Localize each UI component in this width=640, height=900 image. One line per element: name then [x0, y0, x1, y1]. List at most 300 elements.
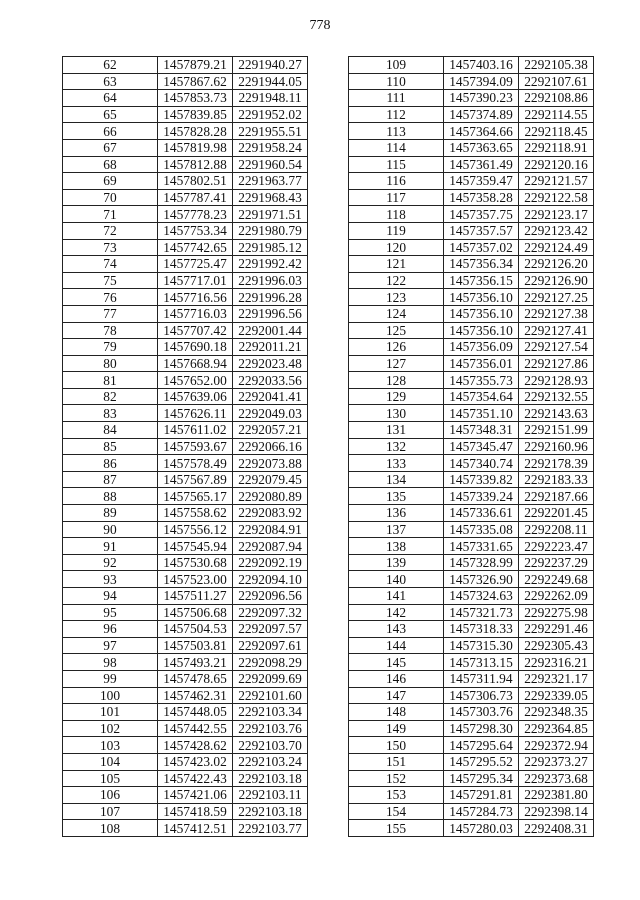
point-number-cell: 94 [63, 588, 158, 605]
x-coordinate-cell: 1457742.65 [158, 239, 233, 256]
point-number-cell: 103 [63, 737, 158, 754]
x-coordinate-cell: 1457351.10 [444, 405, 519, 422]
table-row [349, 621, 594, 638]
y-coordinate-cell: 2291971.51 [233, 206, 308, 223]
x-coordinate-cell: 1457306.73 [444, 687, 519, 704]
y-coordinate-cell: 2292408.31 [519, 820, 594, 837]
point-number-cell: 101 [63, 704, 158, 721]
point-number-cell: 120 [349, 239, 444, 256]
point-number-cell: 114 [349, 139, 444, 156]
x-coordinate-cell: 1457359.47 [444, 173, 519, 190]
y-coordinate-cell: 2292178.39 [519, 455, 594, 472]
y-coordinate-cell: 2292011.21 [233, 339, 308, 356]
point-number-cell: 115 [349, 156, 444, 173]
x-coordinate-cell: 1457428.62 [158, 737, 233, 754]
x-coordinate-cell: 1457504.53 [158, 621, 233, 638]
point-number-cell: 139 [349, 554, 444, 571]
point-number-cell: 133 [349, 455, 444, 472]
y-coordinate-cell: 2292098.29 [233, 654, 308, 671]
table-row [63, 305, 308, 322]
y-coordinate-cell: 2292127.54 [519, 339, 594, 356]
x-coordinate-cell: 1457812.88 [158, 156, 233, 173]
point-number-cell: 88 [63, 488, 158, 505]
x-coordinate-cell: 1457828.28 [158, 123, 233, 140]
y-coordinate-cell: 2292364.85 [519, 720, 594, 737]
y-coordinate-cell: 2291980.79 [233, 222, 308, 239]
point-number-cell: 69 [63, 173, 158, 190]
x-coordinate-cell: 1457356.01 [444, 355, 519, 372]
point-number-cell: 112 [349, 106, 444, 123]
y-coordinate-cell: 2292087.94 [233, 538, 308, 555]
table-row [63, 405, 308, 422]
x-coordinate-cell: 1457364.66 [444, 123, 519, 140]
y-coordinate-cell: 2292373.27 [519, 753, 594, 770]
table-row [349, 521, 594, 538]
y-coordinate-cell: 2292143.63 [519, 405, 594, 422]
y-coordinate-cell: 2292103.70 [233, 737, 308, 754]
x-coordinate-cell: 1457448.05 [158, 704, 233, 721]
table-row [63, 621, 308, 638]
point-number-cell: 63 [63, 73, 158, 90]
point-number-cell: 155 [349, 820, 444, 837]
table-row [349, 604, 594, 621]
table-row [349, 455, 594, 472]
y-coordinate-cell: 2292103.11 [233, 787, 308, 804]
y-coordinate-cell: 2292126.20 [519, 256, 594, 273]
x-coordinate-cell: 1457357.02 [444, 239, 519, 256]
y-coordinate-cell: 2292080.89 [233, 488, 308, 505]
point-number-cell: 68 [63, 156, 158, 173]
y-coordinate-cell: 2292073.88 [233, 455, 308, 472]
table-row [349, 538, 594, 555]
point-number-cell: 151 [349, 753, 444, 770]
point-number-cell: 131 [349, 422, 444, 439]
page-number: 778 [309, 18, 331, 33]
x-coordinate-cell: 1457652.00 [158, 372, 233, 389]
table-row [63, 488, 308, 505]
table-row [63, 206, 308, 223]
y-coordinate-cell: 2291996.03 [233, 272, 308, 289]
x-coordinate-cell: 1457357.75 [444, 206, 519, 223]
y-coordinate-cell: 2292262.09 [519, 588, 594, 605]
x-coordinate-cell: 1457423.02 [158, 753, 233, 770]
point-number-cell: 122 [349, 272, 444, 289]
point-number-cell: 137 [349, 521, 444, 538]
y-coordinate-cell: 2292127.41 [519, 322, 594, 339]
x-coordinate-cell: 1457839.85 [158, 106, 233, 123]
table-row [349, 90, 594, 107]
table-row [349, 57, 594, 74]
table-row [349, 720, 594, 737]
x-coordinate-cell: 1457802.51 [158, 173, 233, 190]
point-number-cell: 79 [63, 339, 158, 356]
y-coordinate-cell: 2292083.92 [233, 505, 308, 522]
x-coordinate-cell: 1457716.56 [158, 289, 233, 306]
table-row [63, 156, 308, 173]
x-coordinate-cell: 1457867.62 [158, 73, 233, 90]
x-coordinate-cell: 1457318.33 [444, 621, 519, 638]
x-coordinate-cell: 1457348.31 [444, 422, 519, 439]
y-coordinate-cell: 2292373.68 [519, 770, 594, 787]
y-coordinate-cell: 2292118.45 [519, 123, 594, 140]
y-coordinate-cell: 2292023.48 [233, 355, 308, 372]
x-coordinate-cell: 1457324.63 [444, 588, 519, 605]
table-row [349, 820, 594, 837]
coordinates-table-left [62, 56, 308, 837]
y-coordinate-cell: 2292118.91 [519, 139, 594, 156]
x-coordinate-cell: 1457493.21 [158, 654, 233, 671]
y-coordinate-cell: 2292114.55 [519, 106, 594, 123]
y-coordinate-cell: 2291940.27 [233, 57, 308, 74]
table-row [63, 753, 308, 770]
point-number-cell: 76 [63, 289, 158, 306]
coordinates-table-right [348, 56, 594, 837]
y-coordinate-cell: 2292097.61 [233, 637, 308, 654]
table-row [349, 770, 594, 787]
table-row [63, 90, 308, 107]
point-number-cell: 126 [349, 339, 444, 356]
table-row [349, 355, 594, 372]
x-coordinate-cell: 1457284.73 [444, 803, 519, 820]
y-coordinate-cell: 2292094.10 [233, 571, 308, 588]
point-number-cell: 90 [63, 521, 158, 538]
table-row [349, 123, 594, 140]
x-coordinate-cell: 1457335.08 [444, 521, 519, 538]
point-number-cell: 73 [63, 239, 158, 256]
x-coordinate-cell: 1457506.68 [158, 604, 233, 621]
x-coordinate-cell: 1457523.00 [158, 571, 233, 588]
y-coordinate-cell: 2292372.94 [519, 737, 594, 754]
point-number-cell: 78 [63, 322, 158, 339]
point-number-cell: 84 [63, 422, 158, 439]
y-coordinate-cell: 2292049.03 [233, 405, 308, 422]
table-row [349, 222, 594, 239]
y-coordinate-cell: 2292208.11 [519, 521, 594, 538]
x-coordinate-cell: 1457478.65 [158, 670, 233, 687]
y-coordinate-cell: 2292183.33 [519, 471, 594, 488]
point-number-cell: 70 [63, 189, 158, 206]
y-coordinate-cell: 2292103.34 [233, 704, 308, 721]
point-number-cell: 121 [349, 256, 444, 273]
table-row [63, 322, 308, 339]
table-row [63, 422, 308, 439]
y-coordinate-cell: 2292381.80 [519, 787, 594, 804]
point-number-cell: 106 [63, 787, 158, 804]
x-coordinate-cell: 1457511.27 [158, 588, 233, 605]
y-coordinate-cell: 2292160.96 [519, 438, 594, 455]
point-number-cell: 108 [63, 820, 158, 837]
point-number-cell: 77 [63, 305, 158, 322]
y-coordinate-cell: 2292201.45 [519, 505, 594, 522]
y-coordinate-cell: 2292127.25 [519, 289, 594, 306]
table-row [63, 687, 308, 704]
table-row [349, 704, 594, 721]
table-row [349, 156, 594, 173]
x-coordinate-cell: 1457442.55 [158, 720, 233, 737]
table-row [349, 737, 594, 754]
x-coordinate-cell: 1457725.47 [158, 256, 233, 273]
x-coordinate-cell: 1457331.65 [444, 538, 519, 555]
y-coordinate-cell: 2291958.24 [233, 139, 308, 156]
table-row [63, 538, 308, 555]
y-coordinate-cell: 2292121.57 [519, 173, 594, 190]
y-coordinate-cell: 2291996.56 [233, 305, 308, 322]
table-row [63, 438, 308, 455]
point-number-cell: 124 [349, 305, 444, 322]
y-coordinate-cell: 2292127.38 [519, 305, 594, 322]
table-row [349, 372, 594, 389]
point-number-cell: 82 [63, 388, 158, 405]
point-number-cell: 154 [349, 803, 444, 820]
x-coordinate-cell: 1457418.59 [158, 803, 233, 820]
point-number-cell: 83 [63, 405, 158, 422]
x-coordinate-cell: 1457291.81 [444, 787, 519, 804]
table-row [63, 637, 308, 654]
table-row [349, 322, 594, 339]
table-row [349, 488, 594, 505]
x-coordinate-cell: 1457639.06 [158, 388, 233, 405]
x-coordinate-cell: 1457357.57 [444, 222, 519, 239]
x-coordinate-cell: 1457326.90 [444, 571, 519, 588]
table-row [63, 189, 308, 206]
x-coordinate-cell: 1457558.62 [158, 505, 233, 522]
y-coordinate-cell: 2292275.98 [519, 604, 594, 621]
point-number-cell: 128 [349, 372, 444, 389]
table-row [349, 189, 594, 206]
x-coordinate-cell: 1457716.03 [158, 305, 233, 322]
point-number-cell: 89 [63, 505, 158, 522]
point-number-cell: 148 [349, 704, 444, 721]
table-row [349, 339, 594, 356]
y-coordinate-cell: 2292033.56 [233, 372, 308, 389]
point-number-cell: 92 [63, 554, 158, 571]
y-coordinate-cell: 2292132.55 [519, 388, 594, 405]
y-coordinate-cell: 2291968.43 [233, 189, 308, 206]
point-number-cell: 81 [63, 372, 158, 389]
y-coordinate-cell: 2292041.41 [233, 388, 308, 405]
table-row [349, 471, 594, 488]
y-coordinate-cell: 2291963.77 [233, 173, 308, 190]
y-coordinate-cell: 2292001.44 [233, 322, 308, 339]
point-number-cell: 104 [63, 753, 158, 770]
point-number-cell: 100 [63, 687, 158, 704]
y-coordinate-cell: 2291952.02 [233, 106, 308, 123]
x-coordinate-cell: 1457530.68 [158, 554, 233, 571]
table-row [63, 720, 308, 737]
y-coordinate-cell: 2292101.60 [233, 687, 308, 704]
y-coordinate-cell: 2292103.18 [233, 770, 308, 787]
point-number-cell: 98 [63, 654, 158, 671]
point-number-cell: 117 [349, 189, 444, 206]
y-coordinate-cell: 2291948.11 [233, 90, 308, 107]
y-coordinate-cell: 2291992.42 [233, 256, 308, 273]
point-number-cell: 141 [349, 588, 444, 605]
y-coordinate-cell: 2292124.49 [519, 239, 594, 256]
point-number-cell: 118 [349, 206, 444, 223]
point-number-cell: 134 [349, 471, 444, 488]
table-row [63, 73, 308, 90]
x-coordinate-cell: 1457295.64 [444, 737, 519, 754]
y-coordinate-cell: 2292316.21 [519, 654, 594, 671]
table-row [349, 571, 594, 588]
table-row [349, 803, 594, 820]
table-row [349, 787, 594, 804]
table-row [63, 604, 308, 621]
x-coordinate-cell: 1457295.34 [444, 770, 519, 787]
y-coordinate-cell: 2292305.43 [519, 637, 594, 654]
y-coordinate-cell: 2292105.38 [519, 57, 594, 74]
x-coordinate-cell: 1457421.06 [158, 787, 233, 804]
table-row [63, 787, 308, 804]
x-coordinate-cell: 1457853.73 [158, 90, 233, 107]
table-row [63, 803, 308, 820]
x-coordinate-cell: 1457717.01 [158, 272, 233, 289]
y-coordinate-cell: 2291985.12 [233, 239, 308, 256]
y-coordinate-cell: 2292187.66 [519, 488, 594, 505]
point-number-cell: 96 [63, 621, 158, 638]
y-coordinate-cell: 2291944.05 [233, 73, 308, 90]
y-coordinate-cell: 2291996.28 [233, 289, 308, 306]
point-number-cell: 111 [349, 90, 444, 107]
x-coordinate-cell: 1457556.12 [158, 521, 233, 538]
y-coordinate-cell: 2292096.56 [233, 588, 308, 605]
point-number-cell: 86 [63, 455, 158, 472]
point-number-cell: 99 [63, 670, 158, 687]
table-row [63, 521, 308, 538]
table-row [63, 139, 308, 156]
table-row [63, 588, 308, 605]
x-coordinate-cell: 1457390.23 [444, 90, 519, 107]
table-row [63, 471, 308, 488]
y-coordinate-cell: 2291955.51 [233, 123, 308, 140]
point-number-cell: 147 [349, 687, 444, 704]
x-coordinate-cell: 1457355.73 [444, 372, 519, 389]
point-number-cell: 109 [349, 57, 444, 74]
point-number-cell: 130 [349, 405, 444, 422]
y-coordinate-cell: 2292291.46 [519, 621, 594, 638]
point-number-cell: 146 [349, 670, 444, 687]
point-number-cell: 71 [63, 206, 158, 223]
x-coordinate-cell: 1457412.51 [158, 820, 233, 837]
y-coordinate-cell: 2292092.19 [233, 554, 308, 571]
x-coordinate-cell: 1457753.34 [158, 222, 233, 239]
table-row [63, 737, 308, 754]
x-coordinate-cell: 1457339.24 [444, 488, 519, 505]
table-row [63, 820, 308, 837]
y-coordinate-cell: 2292103.24 [233, 753, 308, 770]
table-row [349, 256, 594, 273]
y-coordinate-cell: 2292103.77 [233, 820, 308, 837]
y-coordinate-cell: 2292249.68 [519, 571, 594, 588]
table-row [349, 173, 594, 190]
y-coordinate-cell: 2292103.18 [233, 803, 308, 820]
point-number-cell: 152 [349, 770, 444, 787]
point-number-cell: 67 [63, 139, 158, 156]
x-coordinate-cell: 1457578.49 [158, 455, 233, 472]
y-coordinate-cell: 2292107.61 [519, 73, 594, 90]
table-row [349, 554, 594, 571]
table-row [349, 239, 594, 256]
point-number-cell: 142 [349, 604, 444, 621]
x-coordinate-cell: 1457354.64 [444, 388, 519, 405]
y-coordinate-cell: 2292128.93 [519, 372, 594, 389]
table-row [63, 289, 308, 306]
table-row [63, 571, 308, 588]
x-coordinate-cell: 1457356.15 [444, 272, 519, 289]
y-coordinate-cell: 2292103.76 [233, 720, 308, 737]
x-coordinate-cell: 1457358.28 [444, 189, 519, 206]
y-coordinate-cell: 2292321.17 [519, 670, 594, 687]
table-row [349, 289, 594, 306]
point-number-cell: 129 [349, 388, 444, 405]
x-coordinate-cell: 1457336.61 [444, 505, 519, 522]
table-row [63, 256, 308, 273]
x-coordinate-cell: 1457503.81 [158, 637, 233, 654]
point-number-cell: 132 [349, 438, 444, 455]
x-coordinate-cell: 1457356.10 [444, 322, 519, 339]
x-coordinate-cell: 1457345.47 [444, 438, 519, 455]
x-coordinate-cell: 1457567.89 [158, 471, 233, 488]
table-row [63, 670, 308, 687]
y-coordinate-cell: 2292108.86 [519, 90, 594, 107]
point-number-cell: 135 [349, 488, 444, 505]
x-coordinate-cell: 1457787.41 [158, 189, 233, 206]
table-row [63, 339, 308, 356]
y-coordinate-cell: 2292123.17 [519, 206, 594, 223]
x-coordinate-cell: 1457394.09 [444, 73, 519, 90]
point-number-cell: 74 [63, 256, 158, 273]
table-row [349, 388, 594, 405]
table-row [349, 637, 594, 654]
x-coordinate-cell: 1457311.94 [444, 670, 519, 687]
x-coordinate-cell: 1457315.30 [444, 637, 519, 654]
x-coordinate-cell: 1457626.11 [158, 405, 233, 422]
y-coordinate-cell: 2291960.54 [233, 156, 308, 173]
point-number-cell: 75 [63, 272, 158, 289]
x-coordinate-cell: 1457819.98 [158, 139, 233, 156]
table-row [349, 422, 594, 439]
point-number-cell: 149 [349, 720, 444, 737]
x-coordinate-cell: 1457422.43 [158, 770, 233, 787]
x-coordinate-cell: 1457668.94 [158, 355, 233, 372]
point-number-cell: 136 [349, 505, 444, 522]
point-number-cell: 97 [63, 637, 158, 654]
point-number-cell: 138 [349, 538, 444, 555]
point-number-cell: 87 [63, 471, 158, 488]
table-row [63, 554, 308, 571]
point-number-cell: 113 [349, 123, 444, 140]
y-coordinate-cell: 2292151.99 [519, 422, 594, 439]
table-row [63, 272, 308, 289]
y-coordinate-cell: 2292237.29 [519, 554, 594, 571]
x-coordinate-cell: 1457545.94 [158, 538, 233, 555]
point-number-cell: 150 [349, 737, 444, 754]
y-coordinate-cell: 2292398.14 [519, 803, 594, 820]
point-number-cell: 72 [63, 222, 158, 239]
point-number-cell: 66 [63, 123, 158, 140]
table-row [349, 305, 594, 322]
table-row [63, 106, 308, 123]
point-number-cell: 144 [349, 637, 444, 654]
table-row [349, 670, 594, 687]
x-coordinate-cell: 1457363.65 [444, 139, 519, 156]
x-coordinate-cell: 1457356.10 [444, 305, 519, 322]
x-coordinate-cell: 1457303.76 [444, 704, 519, 721]
table-row [349, 73, 594, 90]
x-coordinate-cell: 1457690.18 [158, 339, 233, 356]
point-number-cell: 64 [63, 90, 158, 107]
x-coordinate-cell: 1457321.73 [444, 604, 519, 621]
